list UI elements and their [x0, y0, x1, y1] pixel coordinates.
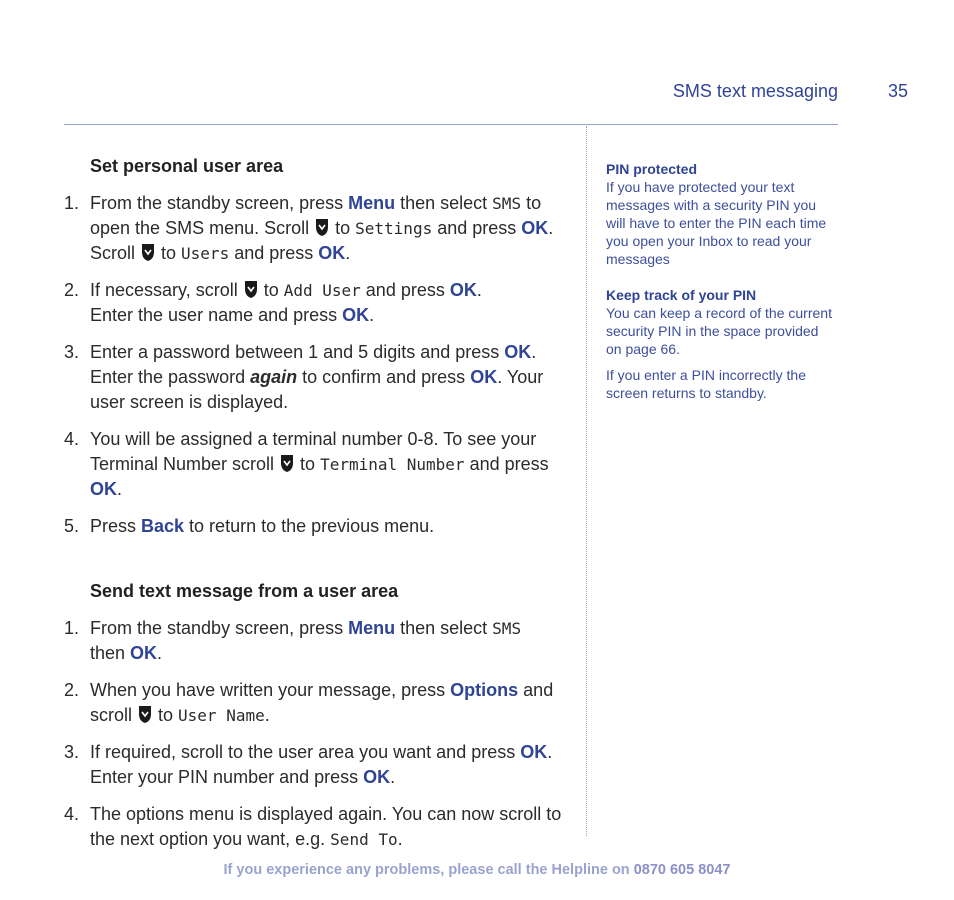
step-text: and press: [464, 454, 549, 474]
step-text: From the standby screen, press: [90, 193, 349, 213]
step-number: 3.: [64, 742, 80, 762]
step-text: then: [90, 643, 131, 663]
step-number: 4.: [64, 804, 80, 824]
note-pin-protected: [606, 160, 834, 268]
steps-list: [64, 616, 574, 852]
step-item: [64, 427, 574, 502]
step-text: .: [547, 742, 553, 762]
note-text: If you have protected your text messages with a security PIN you will have to enter the PIN each time you open your Inbox to read your messages: [606, 179, 827, 267]
section-heading: Send text message from a user area: [90, 581, 399, 601]
step-text: then select: [395, 618, 493, 638]
step-text: When you have written your message, press: [90, 680, 451, 700]
key-ok: OK: [504, 342, 532, 362]
column-divider: [586, 126, 587, 836]
display-text: User Name: [178, 706, 265, 725]
step-text: then select: [395, 193, 493, 213]
key-ok: OK: [449, 280, 477, 300]
note-keep-track: [606, 286, 834, 402]
step-item: [64, 340, 574, 415]
header-rule: [64, 124, 838, 125]
step-text: .: [397, 829, 403, 849]
step-text: .: [345, 243, 351, 263]
note-text: You can keep a record of the current security PIN in the space provided on page 66.: [606, 305, 832, 357]
step-item: [64, 678, 574, 728]
key-ok: OK: [521, 218, 549, 238]
key-ok: OK: [470, 367, 498, 387]
step-item: [64, 514, 574, 539]
section-heading: Set personal user area: [90, 156, 284, 176]
step-text: From the standby screen, press: [90, 618, 349, 638]
emphasis-text: again: [250, 367, 298, 387]
step-item: [64, 616, 574, 666]
steps-list: [64, 191, 574, 539]
step-text: . Your user screen is displayed.: [90, 367, 544, 412]
step-text: to confirm and press: [297, 367, 471, 387]
step-text: Enter the user name and press: [90, 305, 343, 325]
step-text: .: [157, 643, 163, 663]
key-menu: Menu: [348, 618, 396, 638]
step-text: and scroll: [90, 680, 554, 725]
step-text: Enter the password: [90, 367, 251, 387]
step-text: If necessary, scroll: [90, 280, 243, 300]
key-ok: OK: [342, 305, 370, 325]
step-text: and press: [432, 218, 522, 238]
step-item: [64, 740, 574, 790]
key-menu: Menu: [348, 193, 396, 213]
display-text: Terminal Number: [320, 455, 465, 474]
scroll-down-icon: [279, 453, 295, 473]
step-number: 4.: [64, 429, 80, 449]
display-text: Settings: [355, 219, 433, 238]
step-number: 1.: [64, 618, 80, 638]
scroll-down-icon: [140, 242, 156, 262]
step-text: You will be assigned a terminal number 0-8. To see your Terminal Number scroll: [90, 429, 537, 474]
step-text: Enter a password between 1 and 5 digits and press: [90, 342, 505, 362]
step-text: If required, scroll to the user area you want and press: [90, 742, 521, 762]
key-ok: OK: [130, 643, 158, 663]
step-text: .: [476, 280, 482, 300]
step-text: to return to the previous menu.: [184, 516, 435, 536]
note-heading: Keep track of your PIN: [606, 287, 757, 303]
helpline-number: 0870 605 8047: [633, 862, 731, 878]
step-item: [64, 278, 574, 328]
step-number: 1.: [64, 193, 80, 213]
step-text: to open the SMS menu. Scroll: [90, 193, 542, 238]
display-text: Add User: [283, 281, 361, 300]
display-text: SMS: [492, 194, 522, 213]
key-options: Options: [450, 680, 519, 700]
sidebar-notes: [606, 160, 834, 420]
step-text: The options menu is displayed again. You can now scroll to the next option you want, e.g.: [90, 804, 562, 849]
scroll-down-icon: [243, 279, 259, 299]
step-text: .: [531, 342, 537, 362]
scroll-down-icon: [314, 217, 330, 237]
note-text: If you enter a PIN incorrectly the screen returns to standby.: [606, 367, 806, 401]
page-header: [64, 81, 908, 105]
display-text: Users: [181, 244, 230, 263]
step-text: and press: [360, 280, 450, 300]
page-footer: [0, 862, 954, 878]
footer-text: If you experience any problems, please call the Helpline on: [223, 862, 634, 878]
note-heading: PIN protected: [606, 161, 698, 177]
step-text: .: [369, 305, 375, 325]
main-column: [64, 154, 574, 864]
step-item: [64, 802, 574, 852]
step-text: .: [390, 767, 396, 787]
display-text: Send To: [330, 830, 398, 849]
key-ok: OK: [520, 742, 548, 762]
step-text: .: [117, 479, 123, 499]
step-text: .: [264, 705, 270, 725]
step-text: and press: [229, 243, 319, 263]
step-item: [64, 191, 574, 266]
step-text: . Scroll: [90, 218, 554, 263]
step-text: Enter your PIN number and press: [90, 767, 364, 787]
section-title: SMS text messaging: [672, 81, 838, 101]
key-ok: OK: [318, 243, 346, 263]
step-number: 2.: [64, 680, 80, 700]
step-text: to: [330, 218, 356, 238]
step-number: 5.: [64, 516, 80, 536]
step-text: to: [258, 280, 284, 300]
key-ok: OK: [90, 479, 117, 499]
step-number: 3.: [64, 342, 80, 362]
key-ok: OK: [363, 767, 391, 787]
scroll-down-icon: [137, 704, 153, 724]
step-text: Press: [90, 516, 142, 536]
key-back: Back: [141, 516, 185, 536]
step-number: 2.: [64, 280, 80, 300]
display-text: SMS: [492, 619, 522, 638]
section-spacer: [64, 551, 574, 579]
page-number: 35: [887, 81, 908, 101]
step-text: to: [156, 243, 182, 263]
step-text: to: [295, 454, 321, 474]
step-text: to: [153, 705, 179, 725]
